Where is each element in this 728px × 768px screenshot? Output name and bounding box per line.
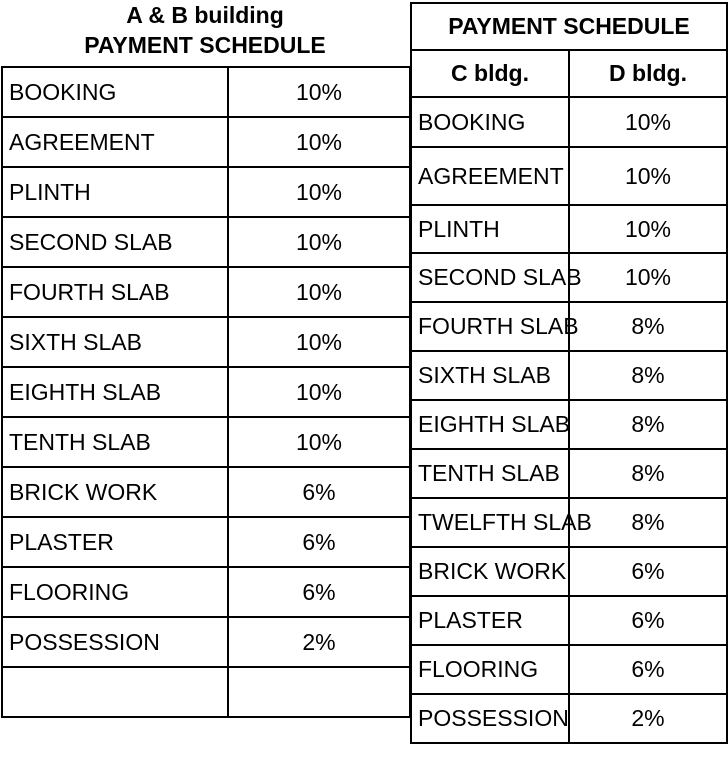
table-row xyxy=(2,367,410,417)
table-row xyxy=(411,596,727,645)
percent-cell: 10% xyxy=(228,267,410,317)
percent-cell: 10% xyxy=(228,367,410,417)
percent-cell: 10% xyxy=(569,147,727,205)
percent-cell: 10% xyxy=(569,97,727,147)
table-row xyxy=(2,117,410,167)
table-row xyxy=(2,67,410,117)
percent-cell xyxy=(228,667,410,717)
table-row xyxy=(2,267,410,317)
percent-cell: 8% xyxy=(569,302,727,351)
stage-cell: FOURTH SLAB xyxy=(411,302,569,351)
cd-schedule-title: PAYMENT SCHEDULE xyxy=(411,3,727,50)
stage-cell: PLASTER xyxy=(411,596,569,645)
table-row xyxy=(411,400,727,449)
stage-cell: BOOKING xyxy=(2,67,228,117)
stage-cell: TENTH SLAB xyxy=(411,449,569,498)
table-row xyxy=(411,351,727,400)
table-row xyxy=(2,617,410,667)
percent-cell: 10% xyxy=(228,417,410,467)
stage-cell: POSSESSION xyxy=(2,617,228,667)
table-title-row xyxy=(411,3,727,50)
table-row xyxy=(411,645,727,694)
percent-cell: 6% xyxy=(569,596,727,645)
stage-cell: SIXTH SLAB xyxy=(411,351,569,400)
stage-cell: FLOORING xyxy=(411,645,569,694)
stage-cell: SECOND SLAB xyxy=(2,217,228,267)
stage-cell: BOOKING xyxy=(411,97,569,147)
stage-cell: AGREEMENT xyxy=(2,117,228,167)
percent-cell: 6% xyxy=(569,547,727,596)
table-row xyxy=(411,97,727,147)
percent-cell: 10% xyxy=(228,217,410,267)
percent-cell: 6% xyxy=(228,517,410,567)
stage-cell: PLINTH xyxy=(2,167,228,217)
percent-cell: 10% xyxy=(228,117,410,167)
table-row xyxy=(411,547,727,596)
table-row xyxy=(411,694,727,743)
stage-cell: SIXTH SLAB xyxy=(2,317,228,367)
stage-cell: POSSESSION xyxy=(411,694,569,743)
ab-title-line2: PAYMENT SCHEDULE xyxy=(84,32,326,58)
stage-cell: TENTH SLAB xyxy=(2,417,228,467)
percent-cell: 8% xyxy=(569,449,727,498)
stage-cell: PLINTH xyxy=(411,205,569,253)
table-row xyxy=(2,517,410,567)
stage-cell: EIGHTH SLAB xyxy=(2,367,228,417)
stage-cell: PLASTER xyxy=(2,517,228,567)
cd-payment-table xyxy=(410,2,728,744)
stage-cell: AGREEMENT xyxy=(411,147,569,205)
stage-cell xyxy=(2,667,228,717)
table-row xyxy=(411,449,727,498)
percent-cell: 2% xyxy=(228,617,410,667)
stage-cell: FOURTH SLAB xyxy=(2,267,228,317)
percent-cell: 8% xyxy=(569,498,727,547)
ab-title-line1: A & B building xyxy=(126,2,284,28)
column-header-d: D bldg. xyxy=(569,50,727,97)
percent-cell: 6% xyxy=(569,645,727,694)
stage-cell: TWELFTH SLAB xyxy=(411,498,569,547)
table-row xyxy=(2,567,410,617)
ab-payment-table xyxy=(1,66,411,718)
table-row xyxy=(411,498,727,547)
percent-cell: 10% xyxy=(228,317,410,367)
percent-cell: 2% xyxy=(569,694,727,743)
table-row xyxy=(2,417,410,467)
table-row xyxy=(2,467,410,517)
table-row xyxy=(2,317,410,367)
table-row xyxy=(411,205,727,253)
stage-cell: BRICK WORK xyxy=(2,467,228,517)
percent-cell: 10% xyxy=(228,67,410,117)
stage-cell: EIGHTH SLAB xyxy=(411,400,569,449)
percent-cell: 8% xyxy=(569,400,727,449)
table-row xyxy=(2,167,410,217)
percent-cell: 10% xyxy=(228,167,410,217)
percent-cell: 10% xyxy=(569,253,727,302)
percent-cell: 8% xyxy=(569,351,727,400)
stage-cell: FLOORING xyxy=(2,567,228,617)
stage-cell: BRICK WORK xyxy=(411,547,569,596)
table-row xyxy=(2,667,410,717)
stage-cell: SECOND SLAB xyxy=(411,253,569,302)
percent-cell: 10% xyxy=(569,205,727,253)
table-row xyxy=(2,217,410,267)
table-row xyxy=(411,302,727,351)
ab-schedule-title xyxy=(0,0,410,66)
percent-cell: 6% xyxy=(228,467,410,517)
table-header-row xyxy=(411,50,727,97)
column-header-c: C bldg. xyxy=(411,50,569,97)
table-row xyxy=(411,253,727,302)
percent-cell: 6% xyxy=(228,567,410,617)
table-row xyxy=(411,147,727,205)
